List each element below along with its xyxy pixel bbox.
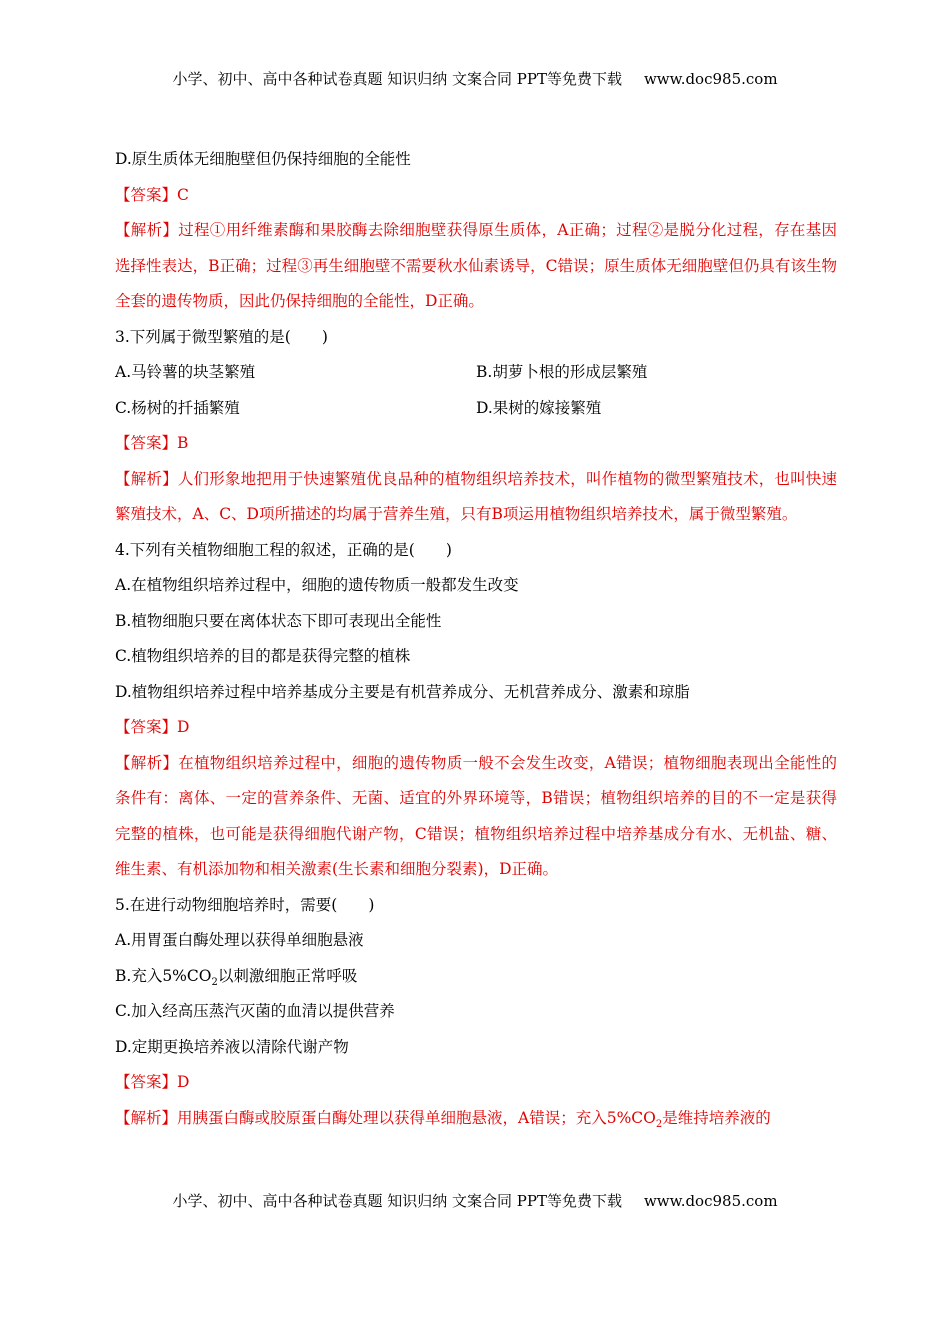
footer-text: 小学、初中、高中各种试卷真题 知识归纳 文案合同 PPT等免费下载 bbox=[172, 1192, 622, 1210]
explain-tag: 【解析】 bbox=[115, 221, 179, 239]
q5-option-c: C.加入经高压蒸汽灭菌的血清以提供营养 bbox=[115, 1002, 395, 1020]
q5-option-d: D.定期更换培养液以清除代谢产物 bbox=[115, 1037, 349, 1056]
answer-value: C bbox=[177, 185, 189, 204]
answer-tag: 【答案】 bbox=[115, 185, 178, 204]
subscript: 2 bbox=[655, 1118, 663, 1130]
option-b-text-rest: 以刺激细胞正常呼吸 bbox=[217, 966, 358, 985]
q4-explanation bbox=[115, 746, 837, 888]
q3-explanation bbox=[115, 462, 837, 533]
explain-tag: 【解析】 bbox=[115, 753, 179, 772]
q3-option-c: C.杨树的扦插繁殖 bbox=[115, 398, 240, 417]
q4-stem: 4.下列有关植物细胞工程的叙述，正确的是( ) bbox=[115, 540, 452, 559]
explain-text: 人们形象地把用于快速繁殖优良品种的植物组织培养技术，叫作植物的微型繁殖技术，也叫快速繁殖技术，A、C、D项所描述的均属于营养生殖，只有B项运用植物组织培养技术，属于微型繁殖。 bbox=[115, 469, 837, 523]
q5-explanation bbox=[115, 1101, 837, 1137]
answer-value: D bbox=[177, 718, 190, 736]
q3-option-a: A.马铃薯的块茎繁殖 bbox=[115, 363, 256, 381]
q3-options-row-2 bbox=[115, 391, 837, 427]
q4-option-d: D.植物组织培养过程中培养基成分主要是有机营养成分、无机营养成分、激素和琼脂 bbox=[115, 682, 690, 701]
q2-option-d: D.原生质体无细胞壁但仍保持细胞的全能性 bbox=[115, 150, 411, 168]
explain-tag: 【解析】 bbox=[115, 1108, 178, 1127]
option-b-text: B.充入5%CO bbox=[115, 966, 212, 985]
explain-tag: 【解析】 bbox=[115, 469, 178, 488]
explain-text-rest: 是维持培养液的 bbox=[662, 1108, 771, 1127]
subscript: 2 bbox=[211, 976, 218, 988]
explain-text: 过程①用纤维素酶和果胶酶去除细胞壁获得原生质体，A正确；过程②是脱分化过程，存在基因选择性表达，B正确；过程③再生细胞壁不需要秋水仙素诱导，C错误；原生质体无细胞壁但仍具有该生物全套的遗传物质，因此仍保持细胞的全能性，D正确。 bbox=[115, 221, 837, 310]
q5-option-a: A.用胃蛋白酶处理以获得单细胞悬液 bbox=[115, 931, 364, 949]
answer-tag: 【答案】 bbox=[115, 718, 178, 736]
q3-options-row-1 bbox=[115, 355, 837, 391]
answer-value: B bbox=[177, 434, 189, 452]
explain-text: 用胰蛋白酶或胶原蛋白酶处理以获得单细胞悬液，A错误；充入5%CO bbox=[177, 1108, 656, 1127]
q5-option-b bbox=[115, 959, 837, 995]
q4-option-c: C.植物组织培养的目的都是获得完整的植株 bbox=[115, 647, 411, 665]
page-header bbox=[0, 68, 950, 89]
q3-stem: 3.下列属于微型繁殖的是( ) bbox=[115, 327, 328, 346]
header-text: 小学、初中、高中各种试卷真题 知识归纳 文案合同 PPT等免费下载 bbox=[172, 70, 622, 88]
q3-option-b: B.胡萝卜根的形成层繁殖 bbox=[476, 363, 648, 381]
q2-answer bbox=[115, 178, 837, 214]
answer-value: D bbox=[177, 1073, 190, 1091]
footer-site[interactable]: www.doc985.com bbox=[643, 1192, 778, 1210]
q3-option-d: D.果树的嫁接繁殖 bbox=[476, 398, 602, 417]
q5-answer bbox=[115, 1065, 837, 1101]
q4-option-a: A.在植物组织培养过程中，细胞的遗传物质一般都发生改变 bbox=[115, 576, 519, 594]
answer-tag: 【答案】 bbox=[115, 434, 178, 452]
q2-explanation bbox=[115, 213, 837, 320]
q5-stem: 5.在进行动物细胞培养时，需要( ) bbox=[115, 895, 375, 914]
answer-tag: 【答案】 bbox=[115, 1073, 178, 1091]
explain-text: 在植物组织培养过程中，细胞的遗传物质一般不会发生改变，A错误；植物细胞表现出全能性的条件有：离体、一定的营养条件、无菌、适宜的外界环境等，B错误；植物组织培养的目的不一定是获得完整的植株，也可能是获得细胞代谢产物，C错误；植物组织培养过程中培养基成分有水、无机盐、糖、维生素、有机添加物和相关激素(生长素和细胞分裂素)，D正确。 bbox=[115, 753, 837, 878]
header-site[interactable]: www.doc985.com bbox=[643, 70, 778, 88]
q4-option-b: B.植物细胞只要在离体状态下即可表现出全能性 bbox=[115, 611, 442, 630]
q3-answer bbox=[115, 426, 837, 462]
q4-answer bbox=[115, 710, 837, 746]
page-footer bbox=[0, 1190, 950, 1211]
document-body bbox=[115, 142, 837, 1136]
